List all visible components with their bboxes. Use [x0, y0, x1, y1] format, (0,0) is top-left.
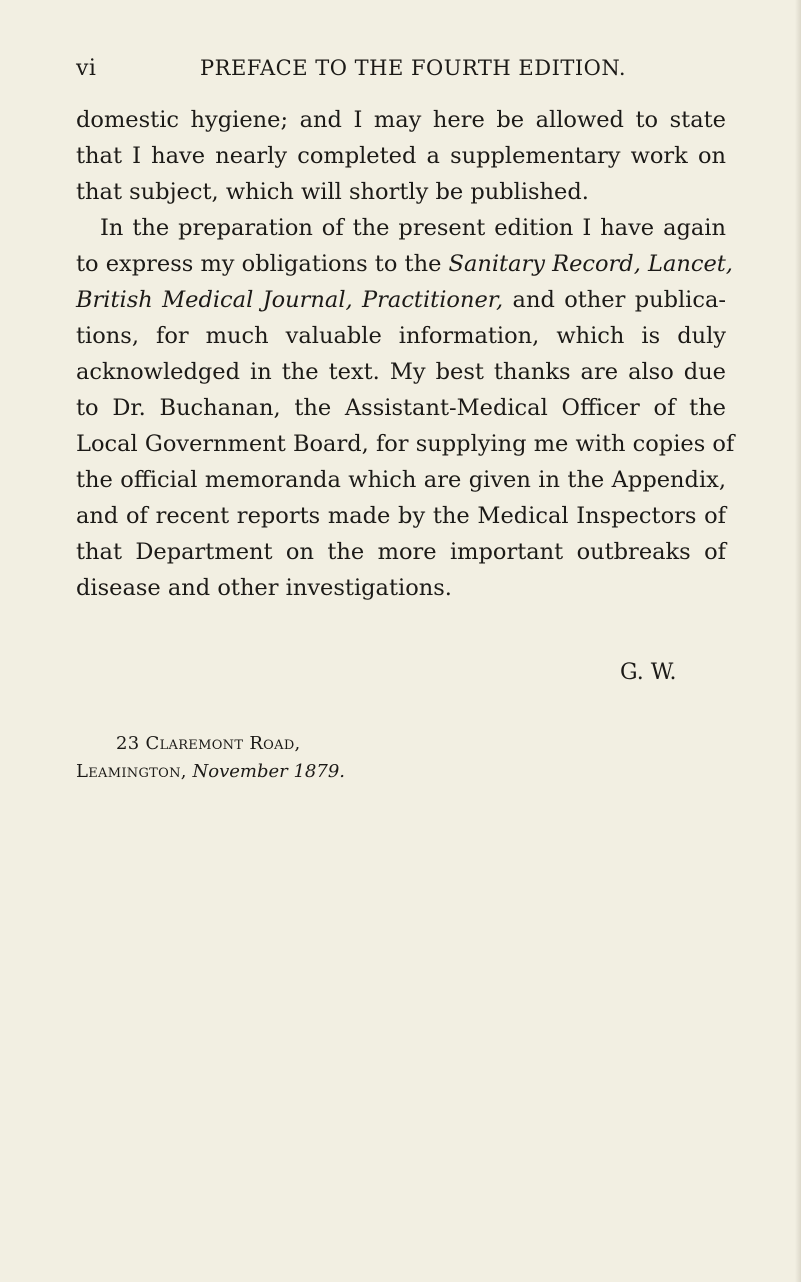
journal-titles: British Medical Journal, Practitioner,	[76, 287, 504, 313]
page-number: vi	[76, 56, 97, 81]
running-head	[76, 56, 736, 86]
text-line	[76, 282, 726, 318]
text-line: In the preparation of the present edition I have again	[100, 215, 726, 241]
preface-body	[76, 102, 735, 606]
page-edge-shadow	[795, 0, 801, 1282]
text-line: disease and other investigations.	[76, 575, 452, 601]
address-town: Leamington,	[76, 761, 187, 782]
text-line: Local Government Board, for supplying me with copies of	[76, 431, 735, 457]
text-line: acknowledged in the text. My best thanks are also due	[76, 359, 726, 385]
running-head-title: PREFACE TO THE FOURTH EDITION.	[200, 56, 627, 80]
text-line: tions, for much valuable information, which is duly	[76, 323, 726, 349]
text-line: that subject, which will shortly be published.	[76, 179, 589, 205]
author-initials: G. W.	[620, 660, 677, 685]
address-date: November 1879.	[192, 761, 346, 782]
text-line	[76, 246, 733, 282]
journal-titles: Sanitary Record, Lancet,	[448, 251, 733, 277]
text-line: that Department on the more important outbreaks of	[76, 539, 726, 565]
text-line: and of recent reports made by the Medical Inspectors of	[76, 503, 726, 529]
text-line: domestic hygiene; and I may here be allowed to state	[76, 107, 726, 133]
text-line: the official memoranda which are given in the Appendix,	[76, 467, 726, 493]
text-line: that I have nearly completed a supplementary work on	[76, 143, 726, 169]
address-place-date	[76, 758, 345, 786]
text-segment: and other publica-	[512, 287, 726, 313]
address-street: 23 Claremont Road,	[116, 733, 301, 754]
text-line: to Dr. Buchanan, the Assistant-Medical Officer of the	[76, 395, 726, 421]
address-block	[76, 730, 345, 786]
text-segment: to express my obligations to the	[76, 251, 442, 277]
